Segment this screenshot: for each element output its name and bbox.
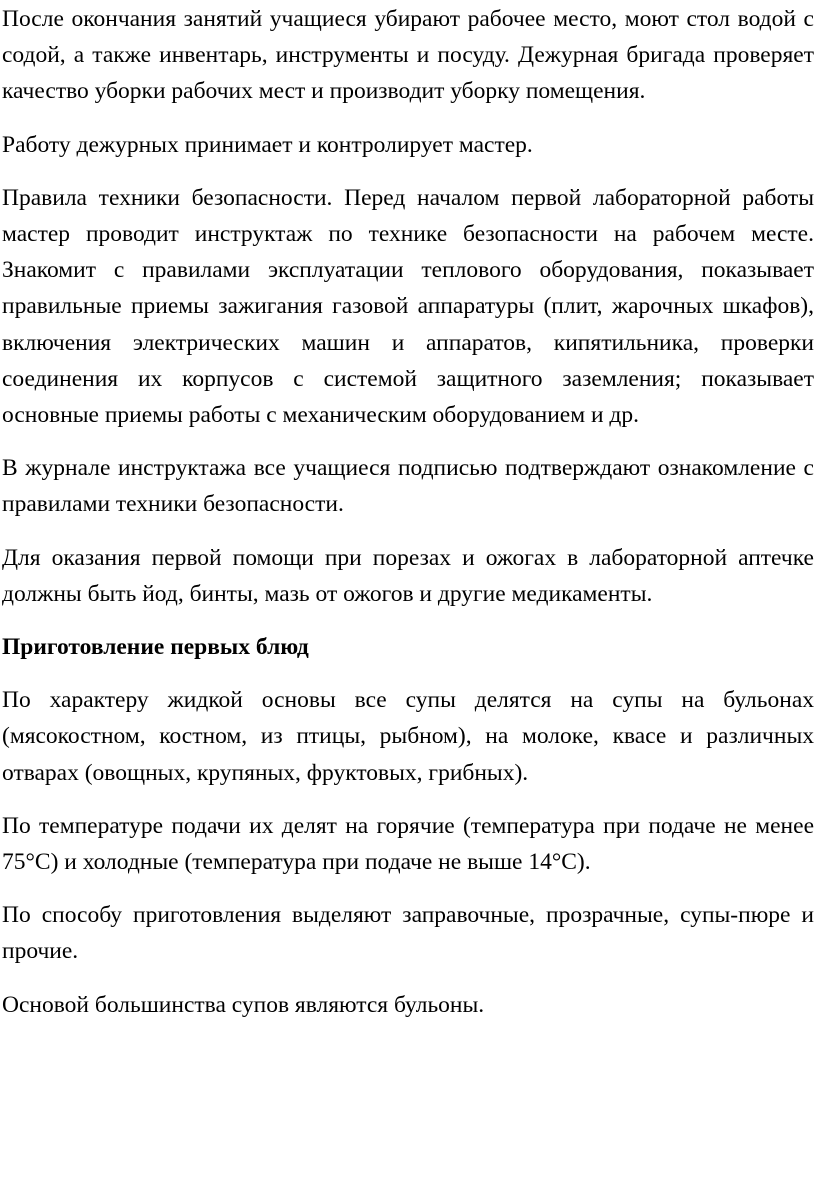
- paragraph-duty-control: Работу дежурных принимает и контролирует мастер.: [2, 131, 533, 158]
- paragraph-soup-preparation: По способу приготовления выделяют заправочные, прозрачные, супы-пюре и прочие.: [2, 902, 814, 965]
- paragraph-first-aid: Для оказания первой помощи при порезах и ожогах в лабораторной аптечке должны быть йод, бинты, мазь от ожогов и другие медикаменты.: [2, 544, 814, 607]
- paragraph-cleanup: После окончания занятий учащиеся убирают рабочее место, моют стол водой с содой, а также инвентарь, инструменты и посуду. Дежурная бригада проверяет качество уборки рабочих мест и производит уборку помещения.: [2, 6, 814, 105]
- section-heading: Приготовление первых блюд: [2, 634, 309, 661]
- paragraph-broth-basis: Основой большинства супов являются бульоны.: [2, 991, 485, 1018]
- paragraph-safety-rules: Правила техники безопасности. Перед началом первой лабораторной работы мастер проводит инструктаж по технике безопасности на рабочем месте. Знакомит с правилами эксплуатации теплового оборудования, показывает правильные приемы зажигания газовой аппаратуры (плит, жарочных шкафов), включения электрических машин и аппаратов, кипятильника, проверки соединения их корпусов с системой защитного заземления; показывает основные приемы работы с механическим оборудованием и др.: [2, 184, 814, 429]
- paragraph-soup-temperature: По температуре подачи их делят на горячие (температура при подаче не менее 75°С) и холодные (температура при подаче не выше 14°С).: [2, 812, 814, 876]
- paragraph-soup-types: По характеру жидкой основы все супы делятся на супы на бульонах (мясокостном, костном, из птицы, рыбном), на молоке, квасе и различных отварах (овощных, крупяных, фруктовых, грибных).: [2, 687, 814, 786]
- paragraph-journal: В журнале инструктажа все учащиеся подписью подтверждают ознакомление с правилами техники безопасности.: [2, 455, 814, 518]
